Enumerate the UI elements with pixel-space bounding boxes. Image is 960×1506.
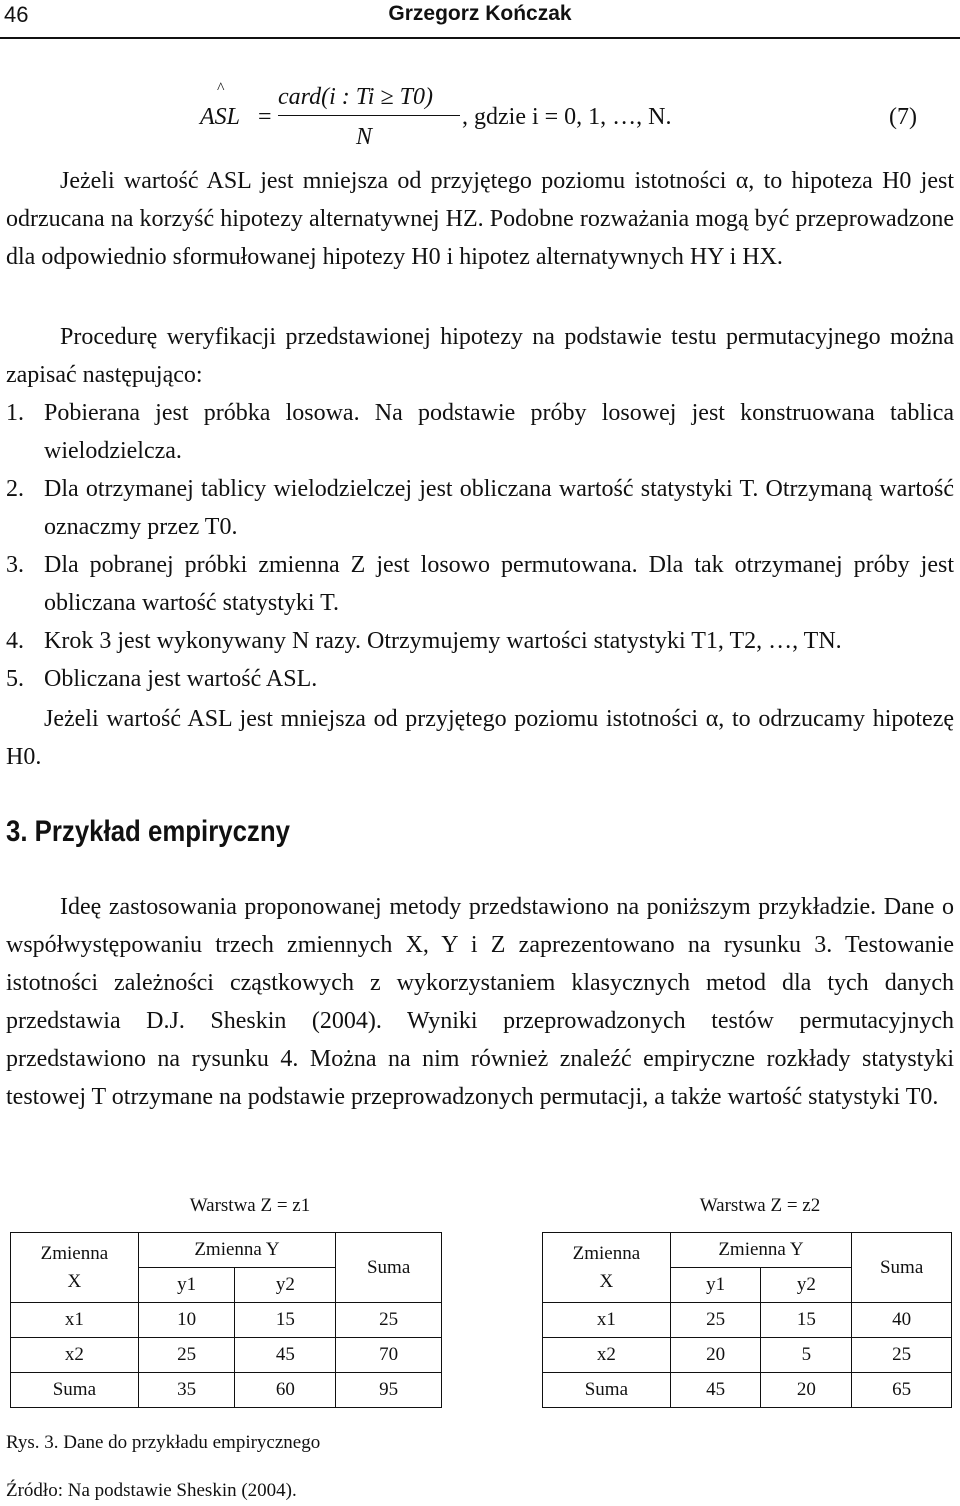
row-label: Suma [11, 1373, 139, 1408]
table-caption-z2: Warstwa Z = z2 [699, 1195, 821, 1216]
paragraph-procedure-intro: Procedurę weryfikacji przedstawionej hipotezy na podstawie testu permutacyjnego można zapisać następująco: [6, 324, 954, 388]
running-author: Grzegorz Kończak [388, 2, 572, 25]
figure-caption: Rys. 3. Dane do przykładu empirycznego [6, 1432, 321, 1453]
list-item [6, 470, 954, 546]
list-item [6, 546, 954, 622]
paragraph-conclusion: Jeżeli wartość ASL jest mniejsza od przyjętego poziomu istotności α, to odrzucamy hipotezę H0. [6, 706, 954, 770]
table-cell: 45 [670, 1373, 761, 1408]
equation-7 [0, 80, 960, 160]
table-caption-z1: Warstwa Z = z1 [189, 1195, 311, 1216]
header-text: X [67, 1270, 82, 1292]
table-cell: 60 [235, 1373, 336, 1408]
table-cell: 35 [138, 1373, 235, 1408]
header-y2: y2 [761, 1268, 852, 1303]
list-item [6, 622, 954, 660]
header-text: X [599, 1270, 614, 1292]
list-text: Krok 3 jest wykonywany N razy. Otrzymujemy wartości statystyki T1, T2, …, TN. [44, 628, 842, 654]
paragraph-example: Ideę zastosowania proponowanej metody przedstawiono na poniższym przykładzie. Dane o współwystępowaniu trzech zmiennych X, Y i Z zaprezentowano na rysunku 3. Testowanie istotności zależności cząstkowych z wykorzystaniem klasycznych metod dla tych danych przedstawia D.J. Sheskin (2004). Wyniki przeprowadzonych testów permutacyjnych przedstawiono na rysunku 4. Można na nim również znaleźć empiryczne rozkłady statystyki testowej T otrzymane na podstawie przeprowadzonych permutacji, a także wartość statystyki T0. [6, 894, 954, 1110]
table-cell: 70 [336, 1338, 442, 1373]
contingency-table-z1 [10, 1232, 442, 1408]
header-variable-y: Zmienna Y [670, 1233, 852, 1268]
header-sum: Suma [852, 1233, 952, 1303]
header-variable-x [543, 1233, 671, 1303]
table-cell: 45 [235, 1338, 336, 1373]
table-row [11, 1373, 442, 1408]
table-cell: 10 [138, 1303, 235, 1338]
header-text: Zmienna [40, 1242, 109, 1264]
fraction-bar [278, 115, 460, 116]
table-row [543, 1303, 952, 1338]
list-text: Dla otrzymanej tablicy wielodzielczej jest obliczana wartość statystyki T. Otrzymaną wartość oznaczmy przez T0. [44, 476, 954, 540]
page-header [0, 0, 960, 40]
list-number: 1. [6, 400, 24, 426]
equation-hat: ^ [217, 80, 225, 97]
equation-numerator: card(i : Ti ≥ T0) [278, 84, 433, 110]
list-text: Obliczana jest wartość ASL. [44, 666, 318, 692]
header-y2: y2 [235, 1268, 336, 1303]
table-cell: 20 [761, 1373, 852, 1408]
table-row [11, 1338, 442, 1373]
list-text: Dla pobranej próbki zmienna Z jest losowo permutowana. Dla tak otrzymanej próby jest obliczana wartość statystyki T. [44, 552, 954, 616]
list-number: 2. [6, 476, 24, 502]
list-item [6, 660, 954, 698]
table-cell: 15 [235, 1303, 336, 1338]
list-number: 3. [6, 552, 24, 578]
row-label: x1 [543, 1303, 671, 1338]
equation-denominator: N [356, 124, 373, 150]
page-number: 46 [4, 2, 29, 27]
table-cell: 25 [852, 1338, 952, 1373]
table-cell: 25 [138, 1338, 235, 1373]
list-number: 4. [6, 628, 24, 654]
list-text: Pobierana jest próbka losowa. Na podstawie próby losowej jest konstruowana tablica wielodzielcza. [44, 400, 954, 464]
table-row [11, 1233, 442, 1268]
header-text: Zmienna [572, 1242, 641, 1264]
table-cell: 95 [336, 1373, 442, 1408]
table-row [543, 1338, 952, 1373]
header-sum: Suma [336, 1233, 442, 1303]
table-row [11, 1303, 442, 1338]
row-label: Suma [543, 1373, 671, 1408]
table-cell: 25 [670, 1303, 761, 1338]
list-number: 5. [6, 666, 24, 692]
table-cell: 20 [670, 1338, 761, 1373]
row-label: x2 [543, 1338, 671, 1373]
figure-source: Źródło: Na podstawie Sheskin (2004). [6, 1480, 297, 1501]
table-cell: 25 [336, 1303, 442, 1338]
row-label: x2 [11, 1338, 139, 1373]
list-item [6, 394, 954, 470]
equation-lhs: ASL [200, 104, 241, 130]
paragraph-asl-decision: Jeżeli wartość ASL jest mniejsza od przyjętego poziomu istotności α, to hipoteza H0 jest odrzucana na korzyść hipotezy alternatywnej HZ. Podobne rozważania mogą być przeprowadzone dla odpowiednio sformułowanej hipotezy H0 i hipotez alternatywnych HY i HX. [6, 168, 954, 270]
header-y1: y1 [138, 1268, 235, 1303]
header-variable-y: Zmienna Y [138, 1233, 335, 1268]
table-cell: 5 [761, 1338, 852, 1373]
table-cell: 40 [852, 1303, 952, 1338]
table-row [543, 1373, 952, 1408]
table-cell: 15 [761, 1303, 852, 1338]
equation-equals: = [258, 104, 272, 130]
contingency-table-z2 [542, 1232, 952, 1408]
header-rule [0, 37, 960, 39]
row-label: x1 [11, 1303, 139, 1338]
header-variable-x [11, 1233, 139, 1303]
equation-tail: , gdzie i = 0, 1, …, N. [462, 104, 672, 130]
equation-number: (7) [889, 104, 917, 130]
table-row [543, 1233, 952, 1268]
table-cell: 65 [852, 1373, 952, 1408]
header-y1: y1 [670, 1268, 761, 1303]
section-heading: 3. Przykład empiryczny [6, 815, 290, 848]
